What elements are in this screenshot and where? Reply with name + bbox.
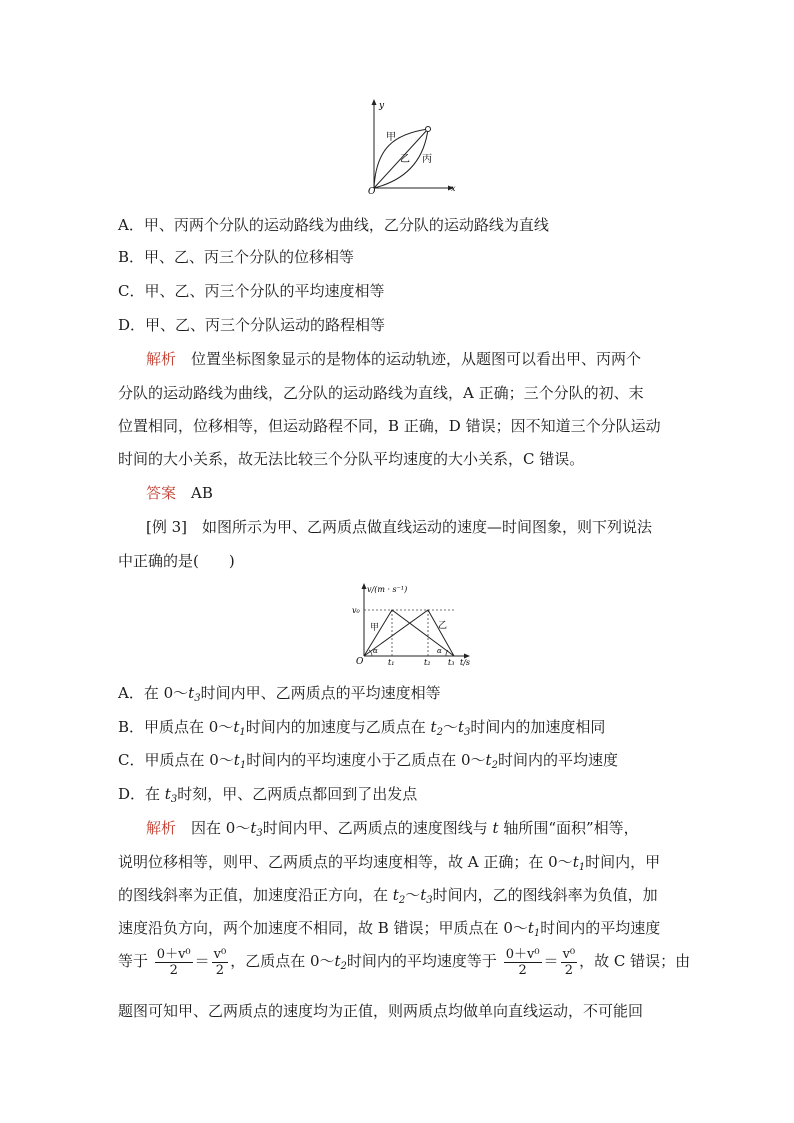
- label-bing: 丙: [422, 154, 432, 165]
- label-t2: t₂: [424, 658, 431, 667]
- trajectory-figure: [362, 96, 466, 196]
- q1-option-b: B．甲、乙、丙三个分队的位移相等: [118, 248, 355, 266]
- fraction-1: $\frac{\text{0＋v⁰}}{2}$: [156, 946, 191, 978]
- label-jia: 甲: [386, 132, 396, 143]
- v-axis-arrow: [362, 583, 367, 589]
- fraction-4: $\frac{\text{v⁰}}{2}$: [562, 946, 576, 978]
- label-t3: t₃: [448, 658, 455, 667]
- analysis2-line1: 解析 因在 $0\sim t_3$时间内甲、乙两质点的速度图线与 t 轴所围“面积”相等，: [146, 819, 639, 839]
- label-yi: 乙: [400, 154, 410, 165]
- label-t-axis: t/s: [460, 658, 471, 667]
- analysis1-text1: 位置坐标图象显示的是物体的运动轨迹，从题图可以看出甲、丙两个: [191, 350, 642, 368]
- q1-option-d: D．甲、乙、丙三个分队运动的路程相等: [118, 316, 386, 334]
- label-alpha-left: α: [373, 647, 378, 655]
- example3-line2: 中正确的是( ): [118, 552, 235, 570]
- analysis1-line3: 位置相同，位移相等，但运动路程不同，B 正确，D 错误；因不知道三个分队运动: [118, 417, 661, 435]
- analysis1-line2: 分队的运动路线为曲线，乙分队的运动路线为直线，A 正确；三个分队的初、末: [118, 384, 644, 402]
- analysis2-line3: 的图线斜率为正值，加速度沿正方向，在 $t_2\sim t_3$时间内，乙的图线斜率为负值，加: [118, 886, 658, 906]
- label-x: x: [451, 184, 456, 193]
- vt-figure: [348, 580, 478, 668]
- q2-option-a: A．在 $0\sim t_3$时间内甲、乙两质点的平均速度相等: [118, 684, 441, 704]
- q1-option-c: C．甲、乙、丙三个分队的平均速度相等: [118, 282, 385, 300]
- q1-option-a: A．甲、丙两个分队的运动路线为曲线，乙分队的运动路线为直线: [118, 216, 549, 234]
- label-origin: O: [368, 187, 376, 196]
- label-origin2: O: [356, 657, 364, 667]
- analysis1-line1: [146, 348, 641, 370]
- fraction-3: $\frac{\text{0＋v⁰}}{2}$: [505, 946, 540, 978]
- label-v0: v₀: [352, 606, 360, 615]
- answer-label: 答案: [146, 484, 177, 502]
- analysis2-line6: 题图可知甲、乙两质点的速度均为正值，则两质点均做单向直线运动，不可能回: [118, 1002, 644, 1020]
- example3-line1: [例 3] 如图所示为甲、乙两质点做直线运动的速度—时间图象，则下列说法: [146, 518, 653, 536]
- label-alpha-right: α: [437, 647, 442, 655]
- answer-value: AB: [191, 484, 213, 502]
- label-t1: t₁: [388, 658, 395, 667]
- analysis2-line5: 等于 $\frac{\text{0＋v⁰}}{2}$ ＝ $\frac{\text{v⁰}}{2}$ ，乙质点在 $0\sim t_2$时间内的平均速度等于 $\frac{\text{0＋v⁰}}{2}$ ＝ $\frac{\text{v⁰}}{2}$ ，故 C 错误；由: [118, 946, 691, 978]
- label-y: y: [379, 101, 385, 111]
- q2-option-c: C．甲质点在 $0\sim t_1$时间内的平均速度小于乙质点在 $0\sim t_2$时间内的平均速度: [118, 751, 618, 771]
- label-yi2: 乙: [438, 621, 448, 631]
- label-v-axis: v/(m · s⁻¹): [367, 585, 408, 594]
- analysis-label: 解析: [146, 350, 177, 368]
- analysis1-line4: 时间的大小关系，故无法比较三个分队平均速度的大小关系，C 错误。: [118, 450, 585, 468]
- analysis-label-2: 解析: [146, 819, 177, 837]
- end-point: [426, 127, 431, 132]
- label-jia2: 甲: [370, 623, 380, 633]
- analysis2-line2: 说明位移相等，则甲、乙两质点的平均速度相等，故 A 正确；在 $0\sim t_1$时间内，甲: [118, 853, 661, 873]
- y-axis-arrow: [372, 99, 377, 105]
- answer1: [146, 482, 213, 504]
- alpha-arc-right: [446, 650, 448, 656]
- fraction-2: $\frac{\text{v⁰}}{2}$: [213, 946, 227, 978]
- q2-option-d: D．在 $t_3$时刻，甲、乙两质点都回到了出发点: [118, 785, 418, 805]
- q2-option-b: B．甲质点在 $0\sim t_1$时间内的加速度与乙质点在 $t_2\sim t_3$时间内的加速度相同: [118, 718, 606, 738]
- analysis2-line4: 速度沿负方向，两个加速度不相同，故 B 错误；甲质点在 $0\sim t_1$时间内的平均速度: [118, 919, 661, 939]
